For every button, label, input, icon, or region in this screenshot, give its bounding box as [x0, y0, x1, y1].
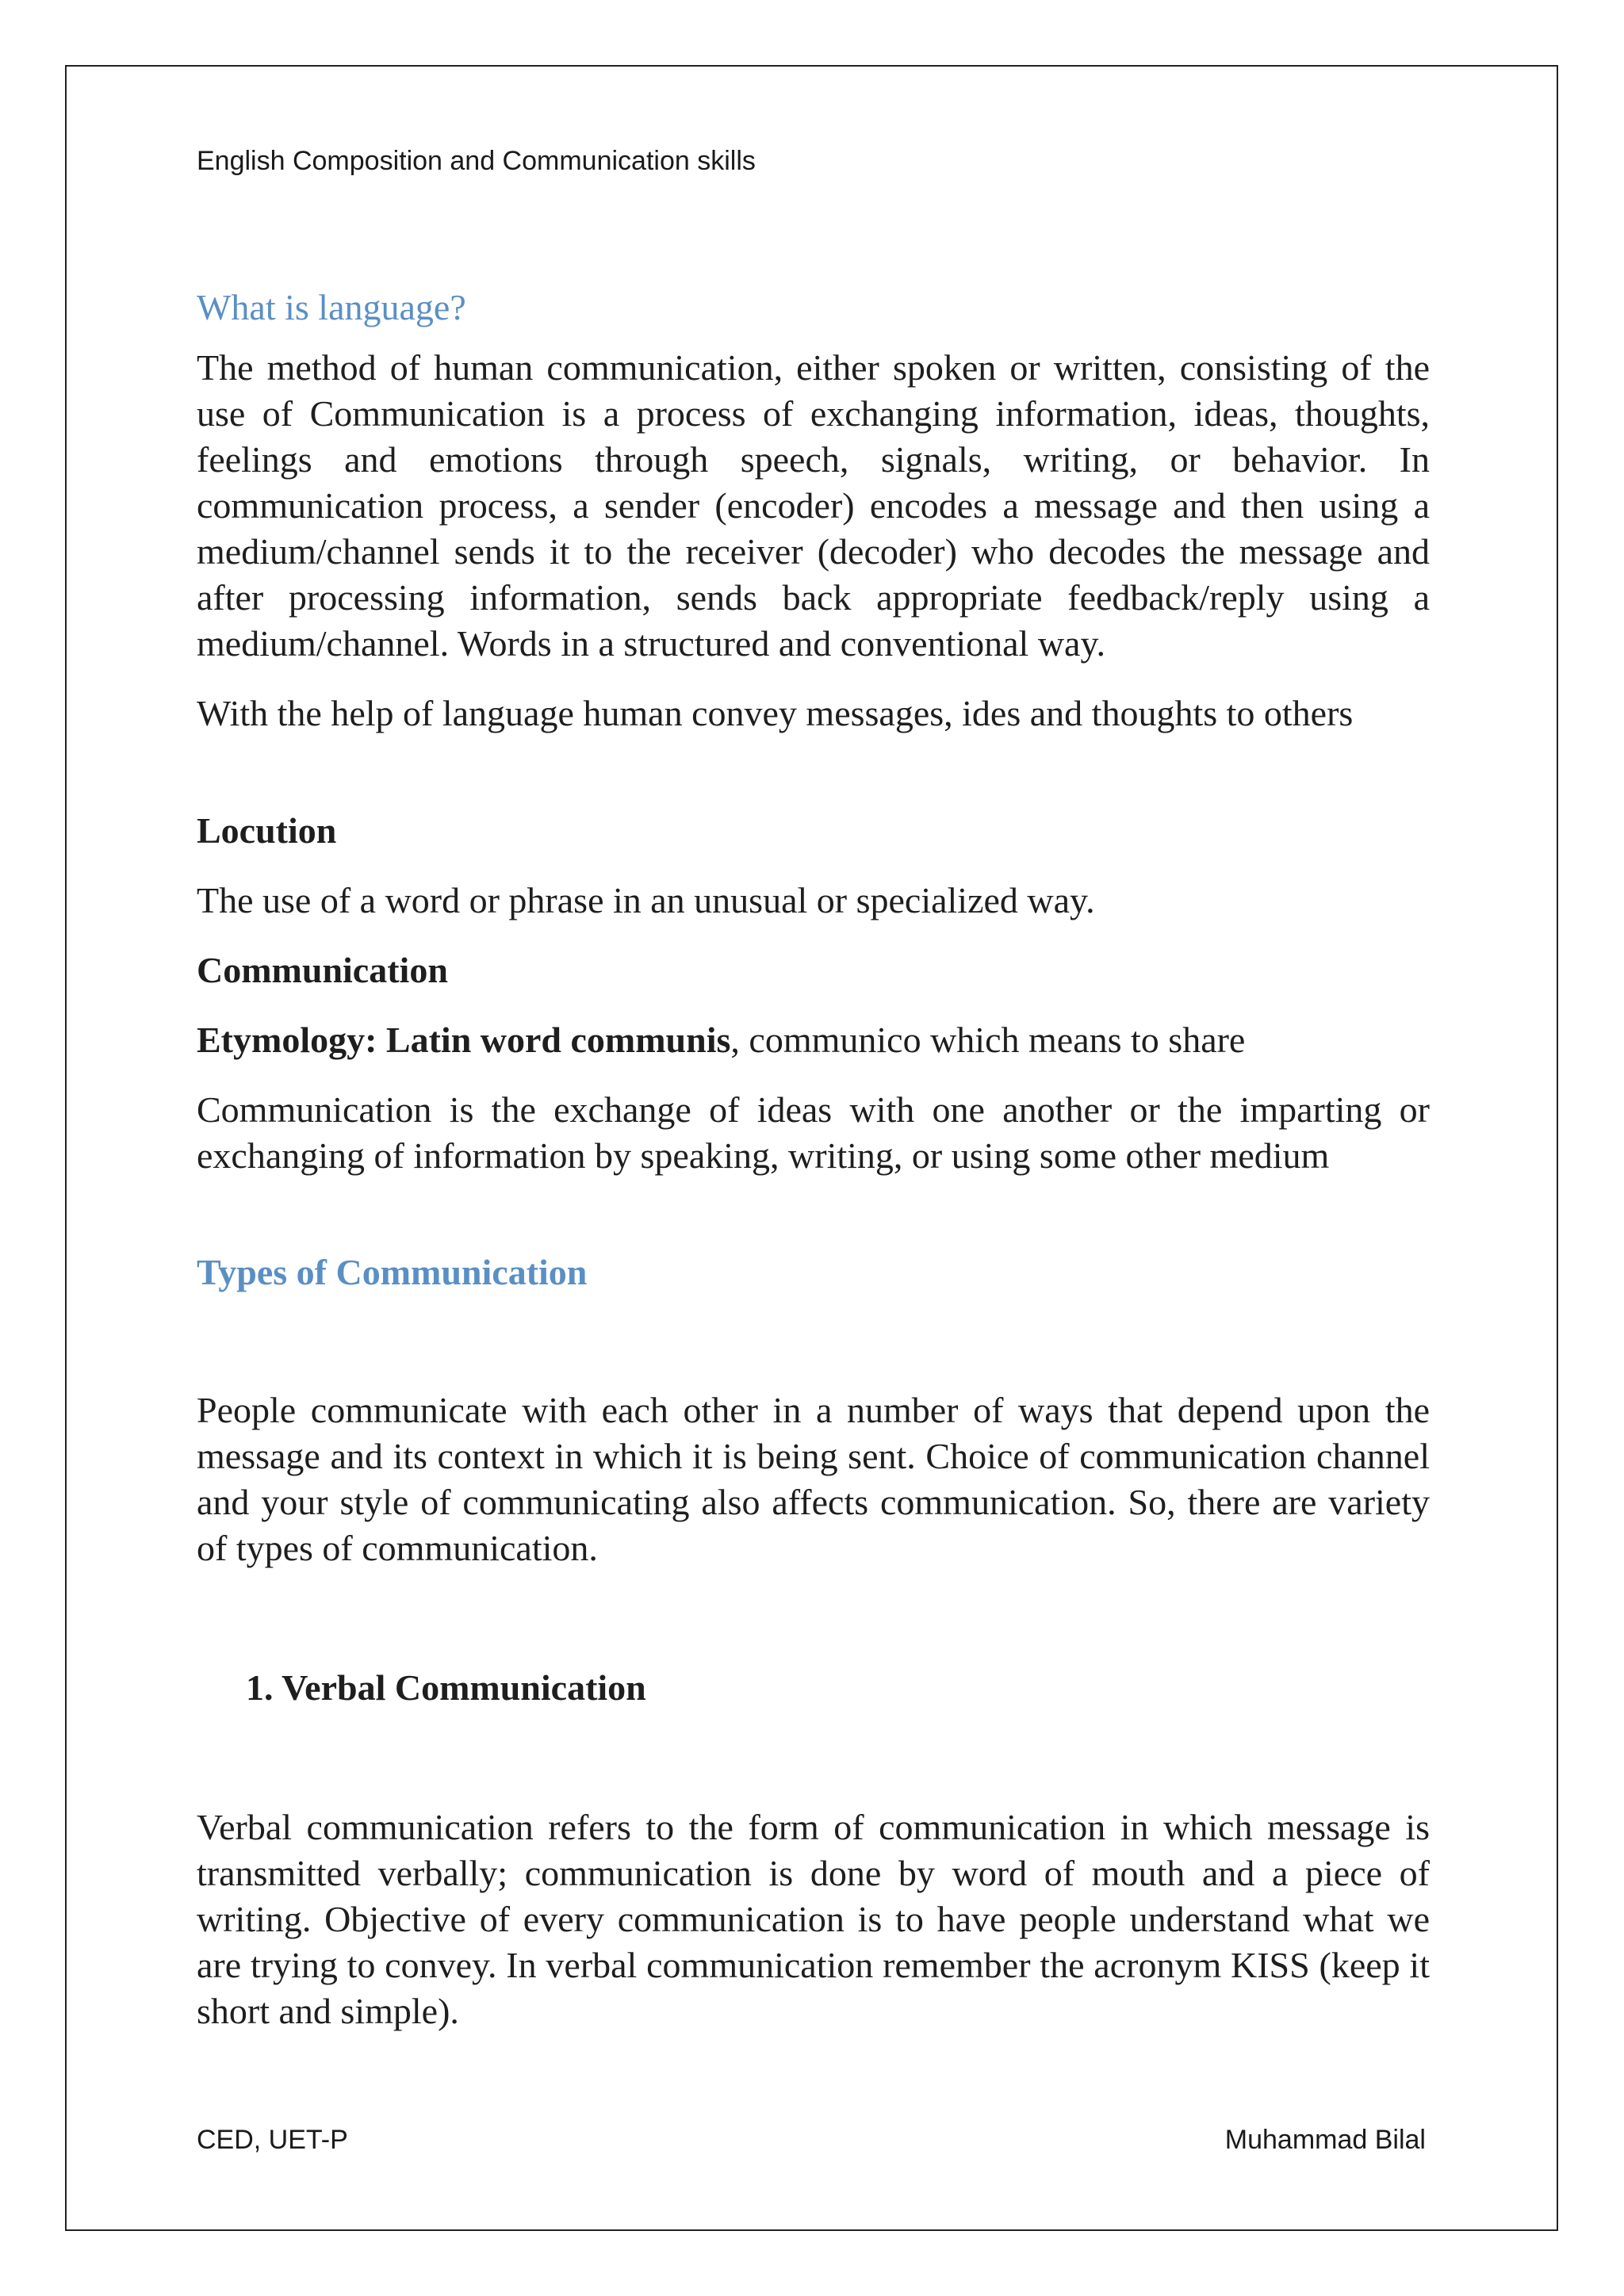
- language-heading: What is language?: [197, 287, 466, 327]
- locution-definition: The use of a word or phrase in an unusual or specialized way.: [197, 880, 1095, 921]
- etymology-rest: , communico which means to share: [730, 1020, 1246, 1061]
- verbal-heading: 1. Verbal Communication: [246, 1667, 646, 1709]
- language-paragraph: The method of human communication, either spoken or written, consisting of the use of Communication is a process of exchanging information, ideas, thoughts, feelings and emotions through speech, signals, writing, or behavior. In communication process, a sender (encoder) encodes a message and then using a medium/channel sends it to the receiver (decoder) who decodes the message and after processing information, sends back appropriate feedback/reply using a medium/channel. Words in a structured and conventional way.: [197, 347, 1430, 664]
- locution-heading: Locution: [197, 810, 337, 851]
- page-header: English Composition and Communication skills: [197, 146, 756, 176]
- communication-heading: Communication: [197, 950, 448, 991]
- etymology-line: [197, 1017, 1430, 1063]
- verbal-paragraph: Verbal communication refers to the form of communication in which message is transmitted verbally; communication is done by word of mouth and a piece of writing. Objective of every communication is to have people understand what we are trying to convey. In verbal communication remember the acronym KISS (keep it short and simple).: [197, 1807, 1430, 2032]
- page-content: [197, 285, 1430, 2034]
- footer-department: CED, UET-P: [197, 2125, 348, 2155]
- communication-definition: Communication is the exchange of ideas with one another or the imparting or exchanging of information by speaking, writing, or using some other medium: [197, 1089, 1430, 1177]
- types-intro: People communicate with each other in a number of ways that depend upon the message and its context in which it is being sent. Choice of communication channel and your style of communicating also affects communication. So, there are variety of types of communication.: [197, 1390, 1430, 1569]
- types-heading: Types of Communication: [197, 1252, 588, 1293]
- footer-author: Muhammad Bilal: [1224, 2125, 1426, 2155]
- etymology-bold: Etymology: Latin word communis: [197, 1020, 731, 1061]
- language-summary: With the help of language human convey messages, ides and thoughts to others: [197, 693, 1354, 734]
